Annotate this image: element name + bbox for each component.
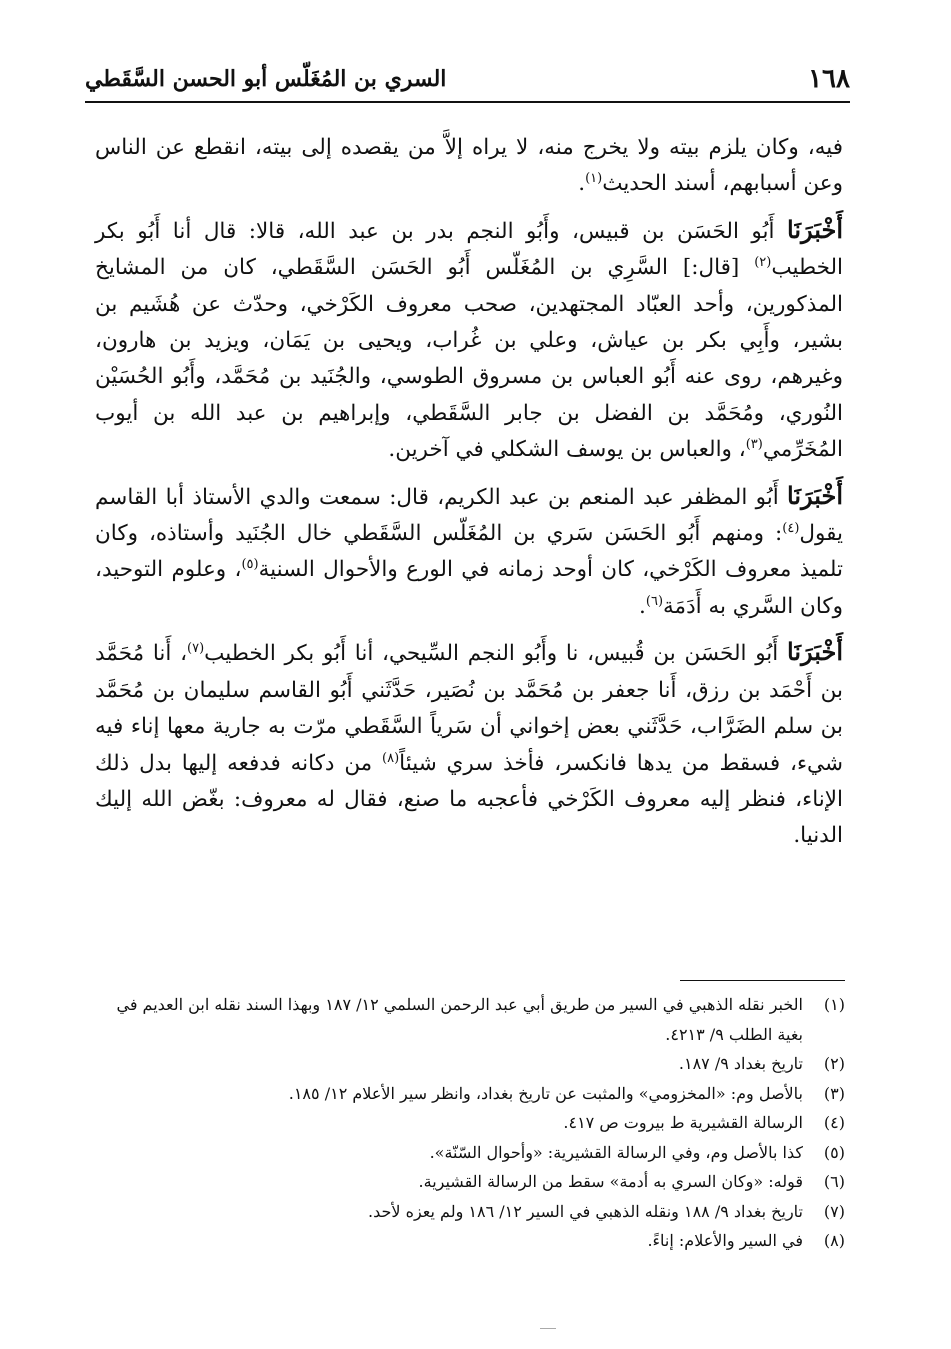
footnote-ref: (١) [585, 171, 603, 187]
paragraph-text: أَبُو الحَسَن بن قُبيس، نا وأَبُو النجم السِّيحي، أنا أَبُو بكر الخطيب [204, 641, 787, 667]
footnote [90, 1167, 845, 1197]
paragraph-text: [قال:] السَّرِي بن المُغَلّس أَبُو الحَسَن السَّقَطي، كان من المشايخ المذكورين، وأحد العبّاد المجتهدين، صحب معروف الكَرْخي، وحدّث عن هُشَيم بن بشير، وأَبِي بكر بن عياش، وعلي بن غُراب، ويحيى بن يَمَان، ويزيد بن هارون، وغيرهم، روى عنه أَبُو العباس بن مسروق الطوسي، والجُنَيد بن مُحَمَّد، وأَبُو الحُسَيْن النُوري، ومُحَمَّد بن الفضل بن جابر السَّقَطي، وإبراهيم بن عبد الله بن أيوب المُخَرِّمي [95, 255, 843, 463]
footnote-text: تاريخ بغداد ٩/ ١٨٧. [678, 1054, 803, 1073]
footnote [90, 1226, 845, 1256]
paragraph-text: ، أَنا مُحَمَّد بن أَحْمَد بن رزق، أَنا جعفر بن مُحَمَّد بن نُصَير، حَدَّثَني أَبُو القاسم سليمان بن مُحَمَّد بن سلم الضَرَّاب، حَدَّثَني بعض إخواني أن سَرياً السَّقَطي مرّت به جارية معها إناء فيه شيء، فسقط من يدها فانكسر، فأخذ سري شيئاً [95, 641, 843, 776]
lead-word: أَخْبَرَنَا [787, 480, 843, 510]
footnote-text: الرسالة القشيرية ط بيروت ص ٤١٧. [563, 1113, 803, 1132]
footnote-number: (٤) [823, 1113, 845, 1132]
footnote [90, 1108, 845, 1138]
footnote-ref: (٢) [754, 255, 772, 271]
footnote-number: (١) [823, 995, 845, 1014]
footnote [90, 1197, 845, 1227]
page-header [85, 62, 850, 96]
paragraph-text: . [578, 171, 586, 197]
footnote-number: (٣) [823, 1083, 845, 1103]
footnote-text: بالأصل وم: «المخزومي» والمثبت عن تاريخ بغداد، وانظر سير الأعلام ١٢/ ١٨٥. [288, 1083, 803, 1103]
paragraph-text: أَبُو الحَسَن بن قبيس، وأَبُو النجم بدر بن عبد الله، قالا: قال أنا أَبُو بكر الخطيب [95, 218, 843, 281]
paragraph-text: . [639, 593, 646, 619]
footnote-ref: (٤) [782, 520, 800, 536]
footnote-number: (٧) [823, 1201, 845, 1221]
footnote [90, 1138, 845, 1168]
footnote-text: الخبر نقله الذهبي في السير من طريق أبي عبد الرحمن السلمي ١٢/ ١٨٧ وبهذا السند نقله ابن العديم في بغية الطلب ٩/ ٤٢١٣. [116, 995, 803, 1044]
footnote-text: قوله: «وكان السري به أدمة» سقط من الرسالة القشيرية. [418, 1172, 803, 1191]
scan-mark [540, 1328, 556, 1329]
paragraph-text: ، وعلوم التوحيد، وكان السَّري به أَدَمَة [95, 557, 843, 619]
lead-word: أَخْبَرَنَا [787, 637, 843, 667]
page-number: ١٦٨ [808, 64, 850, 94]
paragraph-1 [95, 130, 843, 203]
footnote-number: (٢) [823, 1054, 845, 1073]
lead-word: أَخْبَرَنَا [787, 214, 843, 244]
paragraph-text: : ومنهم أَبُو الحَسَن سَري بن المُغَلّس السَّقَطي خال الجُنَيد وأستاذه، وكان تلميذ معروف الكَرْخي، كان أوحد زمانه في الورع والأحوال السنية [95, 521, 844, 583]
footnote-number: (٦) [823, 1172, 845, 1191]
footnote-text: كذا بالأصل وم، وفي الرسالة القشيرية: «وأحوال السّنّة». [429, 1142, 803, 1162]
paragraph-text: ، والعباس بن يوسف الشكلي في آخرين. [388, 437, 746, 463]
paragraph-text: أَبُو المظفر عبد المنعم بن عبد الكريم، قال: سمعت والدي الأستاذ أبا القاسم يقول [95, 484, 843, 547]
footnote-text: في السير والأعلام: إناءً. [647, 1231, 803, 1250]
main-text [95, 130, 843, 855]
paragraph-text: فيه، وكان يلزم بيته ولا يخرج منه، لا يراه إلاَّ من يقصده إلى بيته، انقطع عن الناس وعن أسبابهم، أسند الحديث [95, 135, 843, 197]
paragraph-3 [95, 478, 843, 626]
footnote-ref: (٨) [382, 750, 400, 766]
footnotes [90, 990, 845, 1256]
footnote-text: تاريخ بغداد ٩/ ١٨٨ ونقله الذهبي في السير ١٢/ ١٨٦ ولم يعزه لأحد. [368, 1201, 803, 1221]
footnote-ref: (٦) [645, 593, 664, 609]
footnote-separator [680, 980, 845, 981]
footnote [90, 1079, 845, 1109]
header-rule [85, 101, 850, 103]
paragraph-text: من دكانه فدفعه إليها بدل ذلك الإناء، فنظر إليه معروف الكَرْخي فأعجبه ما صنع، فقال له معروف: بغّض الله إليك الدنيا. [95, 750, 843, 849]
footnote-number: (٨) [823, 1231, 845, 1250]
paragraph-4 [95, 634, 843, 854]
footnote-ref: (٥) [241, 557, 259, 573]
footnote-ref: (٧) [187, 641, 205, 657]
footnote [90, 1049, 845, 1079]
paragraph-2 [95, 212, 843, 469]
footnote-number: (٥) [823, 1142, 845, 1162]
footnote-ref: (٣) [745, 437, 763, 453]
running-title: السري بن المُغَلّس أبو الحسن السَّقَطي [85, 66, 447, 92]
footnote [90, 990, 845, 1049]
